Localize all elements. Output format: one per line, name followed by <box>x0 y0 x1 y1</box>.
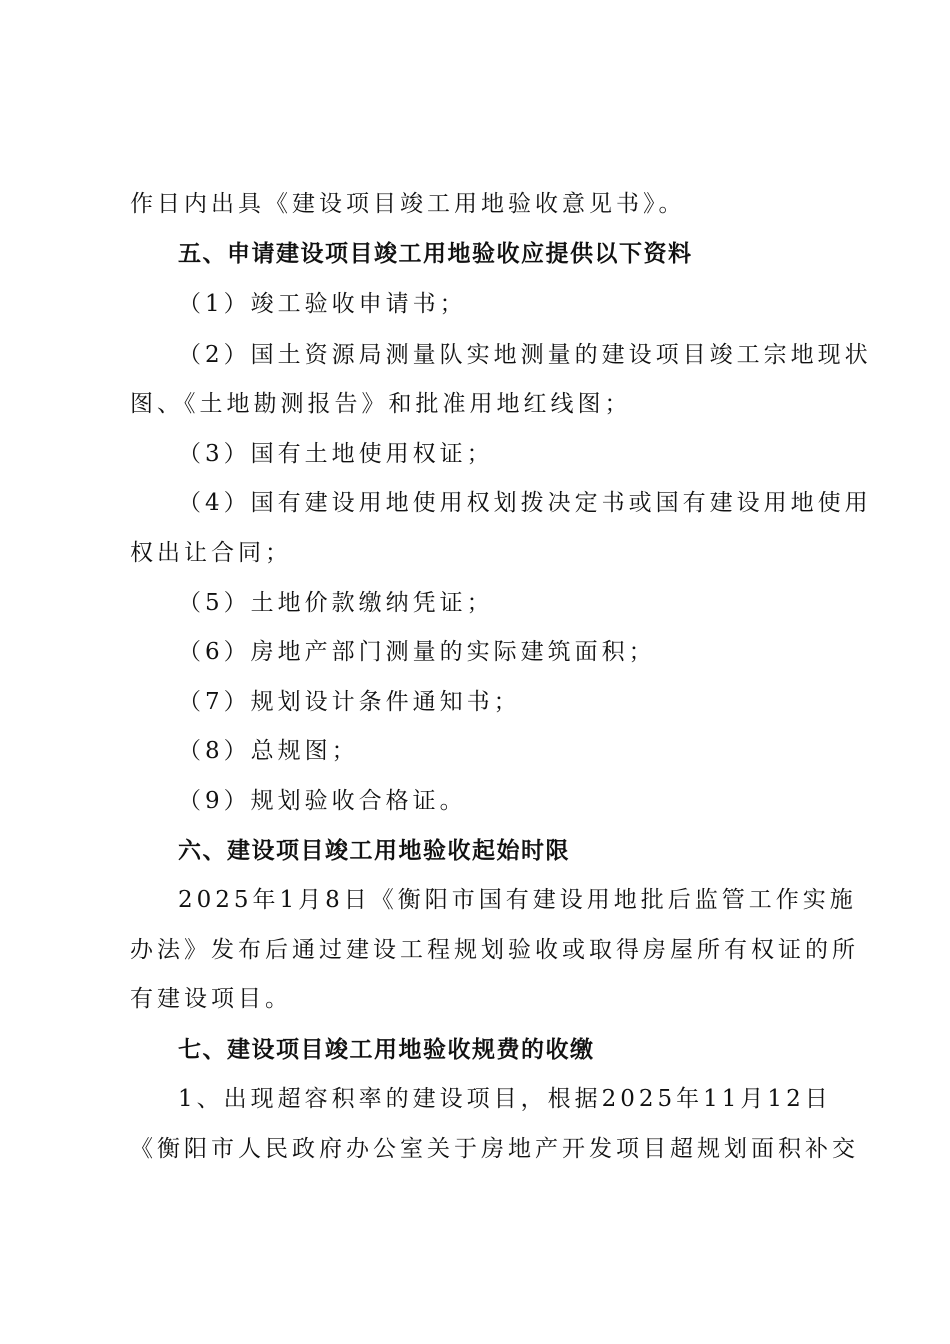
list-item-7: （7）规划设计条件通知书； <box>178 689 521 715</box>
section-heading-6: 六、建设项目竣工用地验收起始时限 <box>178 838 570 864</box>
paragraph-7-line-2: 《衡阳市人民政府办公室关于房地产开发项目超规划面积补交 <box>130 1136 859 1162</box>
section-heading-5: 五、申请建设项目竣工用地验收应提供以下资料 <box>178 241 693 267</box>
list-item-3: （3）国有土地使用权证； <box>178 441 494 467</box>
text-line-continuation: 作日内出具《建设项目竣工用地验收意见书》。 <box>130 191 686 217</box>
list-item-4-line-1: （4）国有建设用地使用权划拨决定书或国有建设用地使用 <box>178 490 872 516</box>
list-item-4-line-2: 权出让合同； <box>130 540 292 566</box>
list-item-5: （5）土地价款缴纳凭证； <box>178 590 494 616</box>
list-item-9: （9）规划验收合格证。 <box>178 788 467 814</box>
paragraph-7-line-1: 1、出现超容积率的建设项目，根据2025年11月12日 <box>178 1086 832 1112</box>
list-item-1: （1）竣工验收申请书； <box>178 291 467 317</box>
list-item-8: （8）总规图； <box>178 738 359 764</box>
list-item-2-line-1: （2）国土资源局测量队实地测量的建设项目竣工宗地现状 <box>178 342 872 368</box>
paragraph-6-line-3: 有建设项目。 <box>130 986 292 1012</box>
list-item-6: （6）房地产部门测量的实际建筑面积； <box>178 639 656 665</box>
list-item-2-line-2: 图、《土地勘测报告》和批准用地红线图； <box>130 391 632 417</box>
section-heading-7: 七、建设项目竣工用地验收规费的收缴 <box>178 1037 595 1063</box>
paragraph-6-line-2: 办法》发布后通过建设工程规划验收或取得房屋所有权证的所 <box>130 937 859 963</box>
paragraph-6-line-1: 2025年1月8日《衡阳市国有建设用地批后监管工作实施 <box>178 887 857 913</box>
